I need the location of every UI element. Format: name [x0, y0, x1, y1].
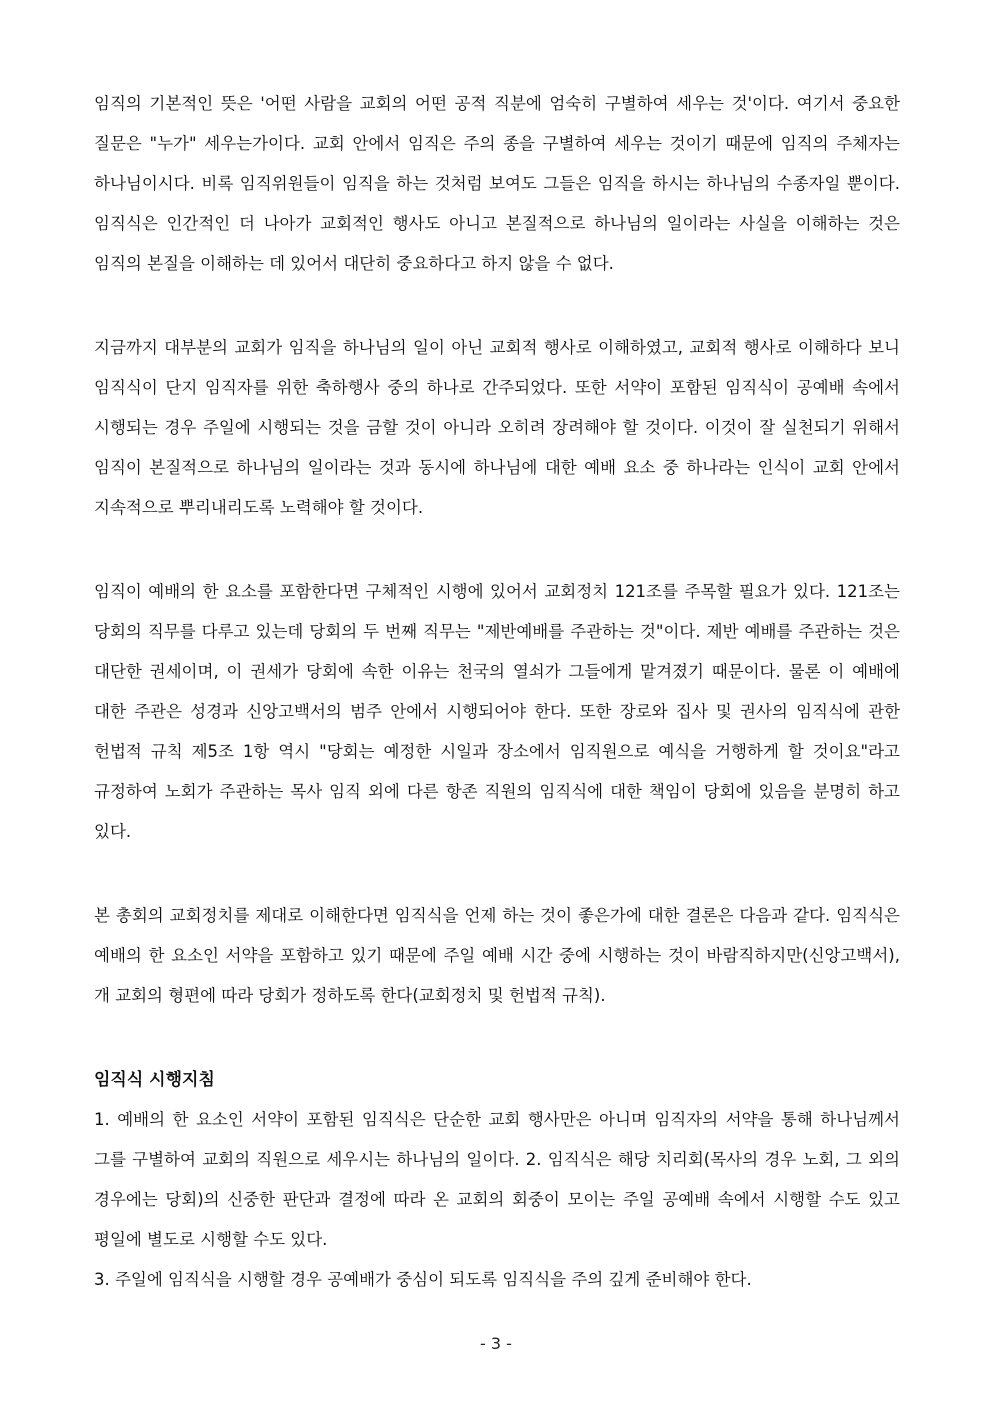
guideline-item: 3. 주일에 임직식을 시행할 경우 공예배가 중심이 되도록 임직식을 주의 깊게 준비해야 한다. [94, 1270, 752, 1289]
document-body [94, 84, 900, 1300]
paragraph-spacer [94, 284, 900, 328]
paragraph-ordination-meaning: 임직의 기본적인 뜻은 '어떤 사람을 교회의 어떤 공적 직분에 엄숙히 구별하여 세우는 것'이다. 여기서 중요한 질문은 "누가" 세우는가이다. 교회 안에서 임직은 주의 종을 구별하여 세우는 것이기 때문에 임직의 주체자는 하나님이시다. 비록 임직위원들이 임직을 하는 것처럼 보여도 그들은 임직을 하시는 하나님의 수종자일 뿐이다. 임직식은 인간적인 더 나아가 교회적인 행사도 아니고 본질적으로 하나님의 일이라는 사실을 이해하는 것은 임직의 본질을 이해하는 데 있어서 대단히 중요하다고 하지 않을 수 없다. [94, 94, 900, 273]
paragraph-conclusion: 본 총회의 교회정치를 제대로 이해한다면 임직식을 언제 하는 것이 좋은가에 대한 결론은 다음과 같다. 임직식은 예배의 한 요소인 서약을 포함하고 있기 때문에 주일 예배 시간 중에 시행하는 것이 바람직하지만(신앙고백서), 개 교회의 형편에 따라 당회가 정하도록 한다(교회정치 및 헌법적 규칙). [94, 906, 900, 1005]
guideline-item: 1. 예배의 한 요소인 서약이 포함된 임직식은 단순한 교회 행사만은 아니며 임직자의 서약을 통해 하나님께서 그를 구별하여 교회의 직원으로 세우시는 하나님의 일이다. 2. 임직식은 해당 치리회(목사의 경우 노회, 그 외의 경우에는 당회)의 신중한 판단과 결정에 따라 온 교회의 회중이 모이는 주일 공예배 속에서 시행할 수도 있고 평일에 별도로 시행할 수도 있다. [94, 1110, 900, 1249]
guidelines-section [94, 1060, 900, 1300]
paragraph-spacer [94, 852, 900, 896]
paragraph-spacer [94, 528, 900, 572]
guidelines-heading: 임직식 시행지침 [94, 1070, 215, 1090]
paragraph-spacer [94, 1016, 900, 1060]
paragraph-church-polity-121: 임직이 예배의 한 요소를 포함한다면 구체적인 시행에 있어서 교회정치 121조를 주목할 필요가 있다. 121조는 당회의 직무를 다루고 있는데 당회의 두 번째 직무는 "제반예배를 주관하는 것"이다. 제반 예배를 주관하는 것은 대단한 권세이며, 이 권세가 당회에 속한 이유는 천국의 열쇠가 그들에게 맡겨졌기 때문이다. 물론 이 예배에 대한 주관은 성경과 신앙고백서의 범주 안에서 시행되어야 한다. 또한 장로와 집사 및 권사의 임직식에 관한 헌법적 규칙 제5조 1항 역시 "당회는 예정한 시일과 장소에서 임직원으로 예식을 거행하게 할 것이요"라고 규정하여 노회가 주관하는 목사 임직 외에 다른 항존 직원의 임직식에 대한 책임이 당회에 있음을 분명히 하고 있다. [94, 582, 900, 841]
page-number: - 3 - [480, 1334, 512, 1353]
paragraph-church-practice: 지금까지 대부분의 교회가 임직을 하나님의 일이 아닌 교회적 행사로 이해하였고, 교회적 행사로 이해하다 보니 임직식이 단지 임직자를 위한 축하행사 중의 하나로 간주되었다. 또한 서약이 포함된 임직식이 공예배 속에서 시행되는 경우 주일에 시행되는 것을 금할 것이 아니라 오히려 장려해야 할 것이다. 이것이 잘 실천되기 위해서 임직이 본질적으로 하나님의 일이라는 것과 동시에 하나님에 대한 예배 요소 중 하나라는 인식이 교회 안에서 지속적으로 뿌리내리도록 노력해야 할 것이다. [94, 338, 900, 517]
